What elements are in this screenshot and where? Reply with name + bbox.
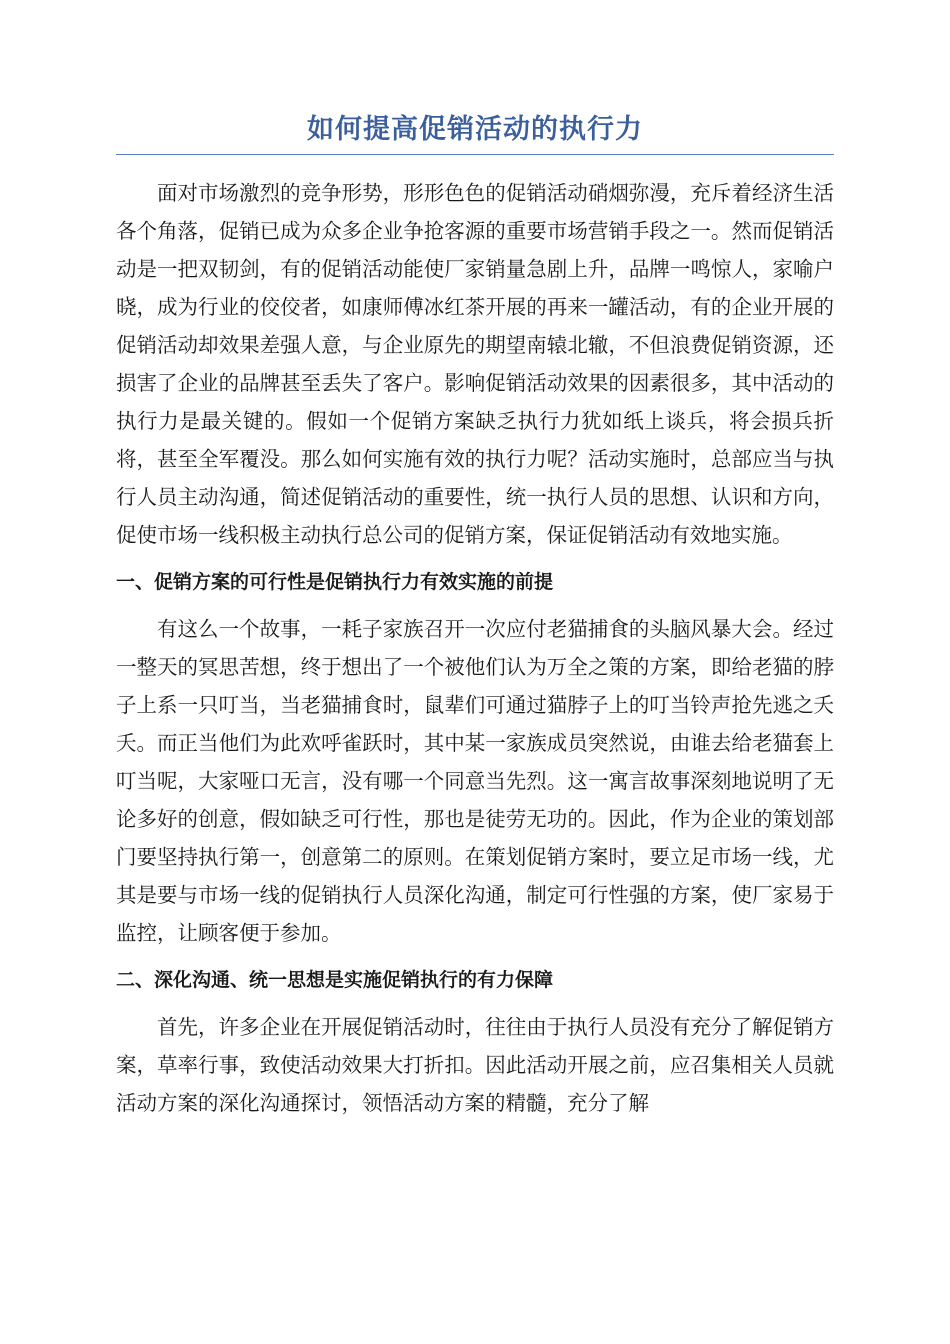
document-title: 如何提高促销活动的执行力 [116,108,834,155]
section-heading-1: 一、促销方案的可行性是促销执行力有效实施的前提 [116,571,554,593]
intro-paragraph: 面对市场激烈的竞争形势，形形色色的促销活动硝烟弥漫，充斥着经济生活各个角落，促销已成为众多企业争抢客源的重要市场营销手段之一。然而促销活动是一把双韧剑，有的促销活动能使厂家销量急剧上升，品牌一鸣惊人，家喻户晓，成为行业的佼佼者，如康师傅冰红茶开展的再来一罐活动，有的企业开展的促销活动却效果差强人意，与企业原先的期望南辕北辙，不但浪费促销资源，还损害了企业的品牌甚至丢失了客户。影响促销活动效果的因素很多，其中活动的执行力是最关键的。假如一个促销方案缺乏执行力犹如纸上谈兵，将会损兵折将，甚至全军覆没。那么如何实施有效的执行力呢？活动实施时，总部应当与执行人员主动沟通，简述促销活动的重要性，统一执行人员的思想、认识和方向，促使市场一线积极主动执行总公司的促销方案，保证促销活动有效地实施。 [116,181,834,547]
section-body-1: 有这么一个故事，一耗子家族召开一次应付老猫捕食的头脑风暴大会。经过一整天的冥思苦想，终于想出了一个被他们认为万全之策的方案，即给老猫的脖子上系一只叮当，当老猫捕食时，鼠辈们可通过猫脖子上的叮当铃声抢先逃之夭夭。而正当他们为此欢呼雀跃时，其中某一家族成员突然说，由谁去给老猫套上叮当呢，大家哑口无言，没有哪一个同意当先烈。这一寓言故事深刻地说明了无论多好的创意，假如缺乏可行性，那也是徒劳无功的。因此，作为企业的策划部门要坚持执行第一，创意第二的原则。在策划促销方案时，要立足市场一线，尤其是要与市场一线的促销执行人员深化沟通，制定可行性强的方案，使厂家易于监控，让顾客便于参加。 [116,617,834,945]
section-body-2: 首先，许多企业在开展促销活动时，往往由于执行人员没有充分了解促销方案，草率行事，致使活动效果大打折扣。因此活动开展之前，应召集相关人员就活动方案的深化沟通探讨，领悟活动方案的精髓，充分了解 [116,1015,834,1115]
document-page [116,108,834,1122]
section-heading-2: 二、深化沟通、统一思想是实施促销执行的有力保障 [116,969,554,991]
